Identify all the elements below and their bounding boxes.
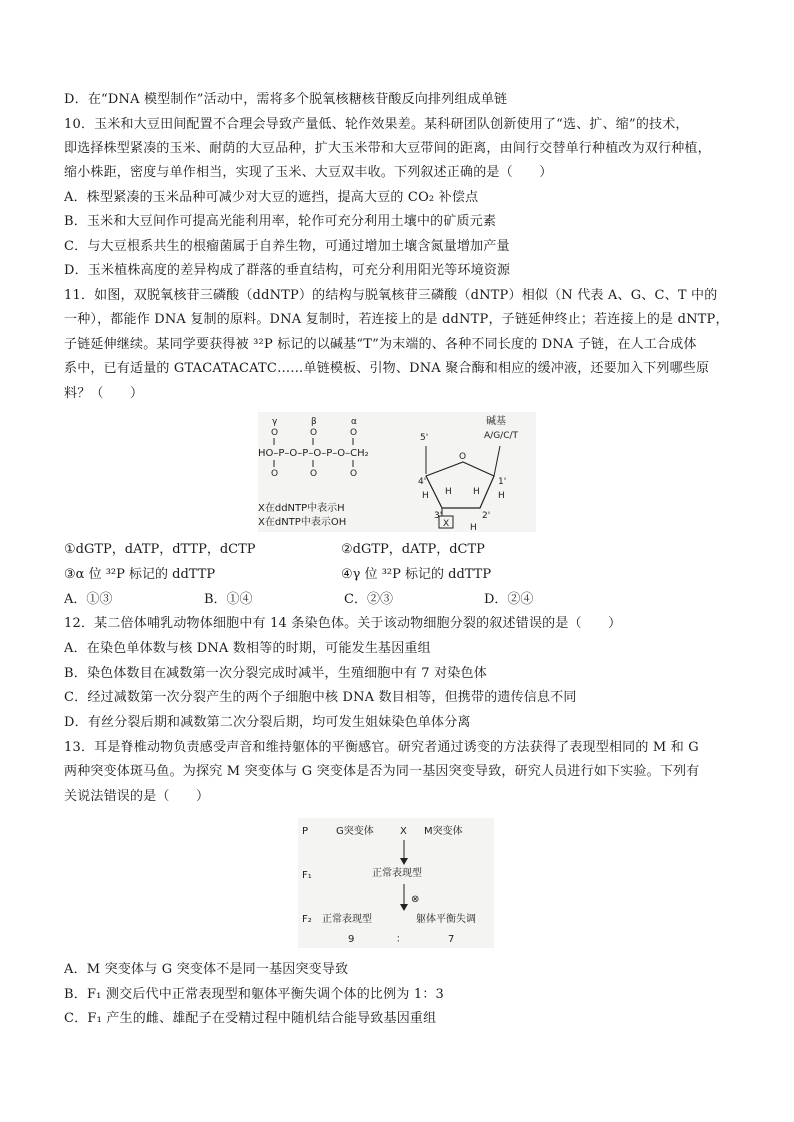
generation-f2-label: F₂ bbox=[302, 914, 312, 925]
base-label: 碱基 bbox=[486, 416, 506, 427]
q13-option-a: A．M 突变体与 G 突变体不是同一基因突变导致 bbox=[64, 962, 349, 977]
q11-option-c: C．②③ bbox=[344, 592, 393, 607]
h-atom-3: H bbox=[445, 487, 452, 497]
q12-stem: 12．某二倍体哺乳动物体细胞中有 14 条染色体。关于该动物细胞分裂的叙述错误的是（ ） bbox=[64, 616, 622, 631]
beta-label: β bbox=[311, 417, 317, 427]
m-mutant-label: M突变体 bbox=[424, 826, 463, 837]
q10-option-c: C．与大豆根系共生的根瘤菌属于自养生物，可通过增加土壤含氮量增加产量 bbox=[64, 239, 510, 254]
cross-diagram-figure bbox=[298, 818, 494, 948]
carbon-4-label: 4' bbox=[418, 477, 427, 487]
q13-option-b: B．F₁ 测交后代中正常表现型和躯体平衡失调个体的比例为 1：3 bbox=[64, 987, 444, 1002]
q11-choice-3: ③α 位 ³²P 标记的 ddTTP bbox=[64, 567, 216, 582]
q12-option-d: D．有丝分裂后期和减数第二次分裂后期，均可发生姐妹染色单体分离 bbox=[64, 715, 471, 730]
carbon-2-label: 2' bbox=[482, 511, 491, 521]
q12-option-b: B．染色体数目在减数第一次分裂完成时减半，生殖细胞中有 7 对染色体 bbox=[64, 666, 487, 681]
nucleotide-structure-svg bbox=[258, 412, 536, 532]
generation-f1-label: F₁ bbox=[302, 870, 312, 881]
top-oxygen-2: O bbox=[310, 428, 318, 438]
q11-choice-4: ④γ 位 ³²P 标记的 ddTTP bbox=[341, 567, 492, 582]
q10-stem-line-3: 缩小株距，密度与单作相当，实现了玉米、大豆双丰收。下列叙述正确的是（ ） bbox=[64, 165, 553, 180]
bottom-oxygen-3: O bbox=[350, 469, 358, 479]
ring-oxygen: O bbox=[459, 452, 467, 462]
bottom-oxygen-2: O bbox=[310, 469, 318, 479]
q11-option-b: B．①④ bbox=[204, 592, 253, 607]
q11-stem-line-4: 系中，已有适量的 GTACATACATC……单链模板、引物、DNA 聚合酶和相应的缓冲液，还要加入下列哪些原 bbox=[64, 361, 710, 376]
top-oxygen-1: O bbox=[271, 428, 279, 438]
h-atom-5: H bbox=[470, 523, 477, 532]
q10-option-b: B．玉米和大豆间作可提高光能利用率，轮作可充分利用土壤中的矿质元素 bbox=[64, 214, 497, 229]
x-substituent-label: X bbox=[443, 519, 450, 529]
note-dntp: X在dNTP中表示OH bbox=[258, 517, 347, 528]
carbon-3-label: 3' bbox=[434, 511, 443, 521]
carbon-1-label: 1' bbox=[498, 477, 507, 487]
q11-option-d: D．②④ bbox=[484, 592, 534, 607]
q13-stem-line-3: 关说法错误的是（ ） bbox=[64, 789, 210, 804]
ratio-abnormal: 7 bbox=[448, 934, 455, 945]
g-mutant-label: G突变体 bbox=[336, 826, 374, 837]
ratio-colon: ： bbox=[396, 934, 406, 945]
q11-stem-line-3: 子链延伸继续。某同学要获得被 ³²P 标记的以碱基“T”为末端的、各种不同长度的 DNA 子链，在人工合成体 bbox=[64, 337, 697, 352]
f2-balance-disorder-label: 躯体平衡失调 bbox=[416, 914, 476, 925]
cross-diagram-svg bbox=[298, 818, 494, 948]
q10-option-a: A．株型紧凑的玉米品种可减少对大豆的遮挡，提高大豆的 CO₂ 补偿点 bbox=[64, 190, 479, 205]
q10-stem-line-2: 即选择株型紧凑的玉米、耐荫的大豆品种，扩大玉米带和大豆带间的距离，由间行交替单行种植改为双行种植， bbox=[64, 141, 711, 156]
q11-stem-line-5: 料？（ ） bbox=[64, 386, 144, 401]
bottom-oxygen-1: O bbox=[271, 469, 279, 479]
h-atom-1: H bbox=[422, 491, 429, 501]
q10-stem-line-1: 10．玉米和大豆田间配置不合理会导致产量低、轮作效果差。某科研团队创新使用了“选、扩、缩”的技术， bbox=[64, 117, 689, 132]
q12-option-c: C．经过减数第一次分裂产生的两个子细胞中核 DNA 数目相等，但携带的遗传信息不同 bbox=[64, 690, 577, 705]
h-atom-2: H bbox=[498, 491, 505, 501]
q12-option-a: A．在染色单体数与核 DNA 数相等的时期，可能发生基因重组 bbox=[64, 641, 431, 656]
q11-choice-1: ①dGTP，dATP，dTTP，dCTP bbox=[64, 542, 256, 557]
ratio-normal: 9 bbox=[348, 934, 355, 945]
q9-option-d: D．在“DNA 模型制作”活动中，需将多个脱氧核糖核苷酸反向排列组成单链 bbox=[64, 92, 508, 107]
top-oxygen-3: O bbox=[350, 428, 358, 438]
f1-phenotype-label: 正常表现型 bbox=[372, 868, 422, 879]
q11-stem-line-1: 11．如图，双脱氧核苷三磷酸（ddNTP）的结构与脱氧核苷三磷酸（dNTP）相似（N 代表 A、G、C、T 中的 bbox=[64, 288, 718, 303]
q13-stem-line-2: 两种突变体斑马鱼。为探究 M 突变体与 G 突变体是否为同一基因突变导致，研究人员进行如下实验。下列有 bbox=[64, 764, 700, 779]
note-ddntp: X在ddNTP中表示H bbox=[258, 503, 345, 514]
generation-p-label: P bbox=[302, 826, 309, 837]
alpha-label: α bbox=[351, 417, 357, 427]
nucleotide-structure-figure bbox=[258, 412, 536, 532]
selfing-symbol: ⊗ bbox=[411, 894, 420, 905]
q10-option-d: D．玉米植株高度的差异构成了群落的垂直结构，可充分利用阳光等环境资源 bbox=[64, 263, 511, 278]
triphosphate-chain: HO–P–O–P–O–P–O–CH₂ bbox=[258, 448, 369, 459]
q11-option-a: A．①③ bbox=[64, 592, 113, 607]
f2-normal-label: 正常表现型 bbox=[322, 914, 372, 925]
q11-choice-2: ②dGTP，dATP，dCTP bbox=[341, 542, 485, 557]
q13-stem-line-1: 13．耳是脊椎动物负责感受声音和维持躯体的平衡感官。研究者通过诱变的方法获得了表现型相同的 M 和 G bbox=[64, 740, 699, 755]
cross-symbol: X bbox=[400, 826, 407, 837]
gamma-label: γ bbox=[272, 417, 278, 427]
q11-stem-line-2: 一种），都能作 DNA 复制的原料。DNA 复制时，若连接上的是 ddNTP，子链延伸终止；若连接上的是 dNTP， bbox=[64, 312, 729, 327]
q13-option-c: C．F₁ 产生的雌、雄配子在受精过程中随机结合能导致基因重组 bbox=[64, 1011, 437, 1026]
carbon-5-label: 5' bbox=[420, 433, 429, 443]
base-types: A/G/C/T bbox=[484, 431, 519, 441]
h-atom-4: H bbox=[473, 487, 480, 497]
